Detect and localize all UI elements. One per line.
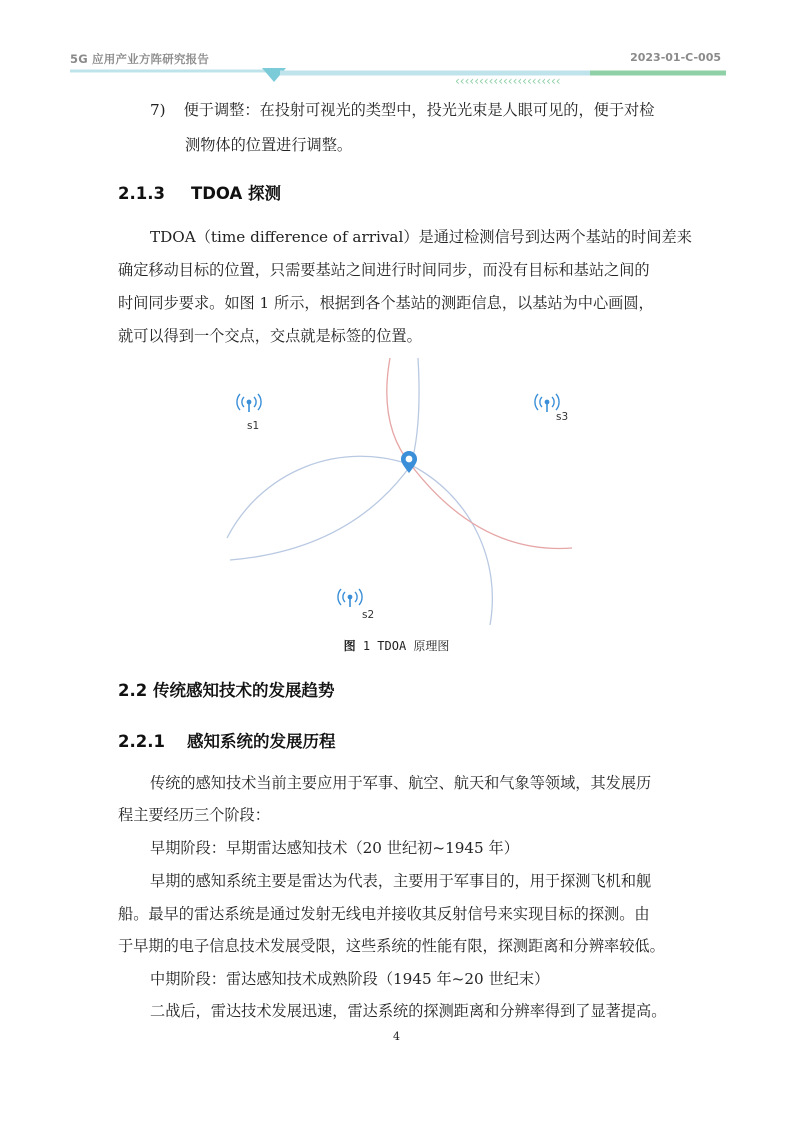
station-label-s2: s2 <box>362 609 375 621</box>
body-line-5: 船。最早的雷达系统是通过发射无线电并接收其反射信号来实现目标的探测。由 <box>118 905 650 923</box>
list-item-7 <box>150 100 712 120</box>
body-line-7: 中期阶段：雷达感知技术成熟阶段（1945 年~20 世纪末） <box>150 970 550 988</box>
section-number: 2.1.3 <box>118 184 165 203</box>
header-chevrons: ‹‹‹‹‹‹‹‹‹‹‹‹‹‹‹‹‹‹‹‹‹‹ <box>455 74 561 88</box>
tdoa-diagram <box>200 355 600 630</box>
header-decoration <box>70 64 726 88</box>
section-title: 感知系统的发展历程 <box>186 732 336 751</box>
body-line-8: 二战后，雷达技术发展迅速，雷达系统的探测距离和分辨率得到了显著提高。 <box>150 1002 667 1020</box>
tdoa-line-1: TDOA（time difference of arrival）是通过检测信号到达两个基站的时间差来 <box>150 228 692 246</box>
figure-caption-label: 图 <box>343 639 356 653</box>
list-item-7-line2: 测物体的位置进行调整。 <box>185 136 353 154</box>
section-heading-2-1-3 <box>118 180 281 204</box>
station-label-s3: s3 <box>556 411 569 423</box>
signal-tower-icon-s3 <box>535 394 559 412</box>
section-number: 2.2.1 <box>118 732 165 751</box>
header-report-title: 5G 应用产业方阵研究报告 <box>70 52 210 66</box>
range-circle-s3 <box>387 358 572 549</box>
list-item-line1: 便于调整：在投射可视光的类型中，投光光束是人眼可见的，便于对检 <box>183 101 655 119</box>
body-line-2: 程主要经历三个阶段： <box>118 806 270 824</box>
signal-tower-icon-s1 <box>237 394 261 412</box>
header-doc-code: 2023-01-C-005 <box>630 51 721 64</box>
body-line-1: 传统的感知技术当前主要应用于军事、航空、航天和气象等领域，其发展历 <box>150 774 652 792</box>
range-circle-s2 <box>227 465 411 555</box>
tdoa-line-4: 就可以得到一个交点，交点就是标签的位置。 <box>118 327 422 345</box>
figure-caption <box>0 637 793 654</box>
body-line-6: 于早期的电子信息技术发展受限，这些系统的性能有限，探测距离和分辨率较低。 <box>118 937 665 955</box>
tdoa-line-2: 确定移动目标的位置，只需要基站之间进行时间同步，而没有目标和基站之间的 <box>118 261 650 279</box>
figure-caption-text: 1 TDOA 原理图 <box>355 639 450 653</box>
section-title: TDOA 探测 <box>190 184 282 203</box>
section-heading-2-2: 2.2 传统感知技术的发展趋势 <box>118 681 335 700</box>
section-heading-2-2-1 <box>118 728 335 752</box>
body-line-4: 早期的感知系统主要是雷达为代表，主要用于军事目的，用于探测飞机和舰 <box>150 872 652 890</box>
tdoa-line-3: 时间同步要求。如图 1 所示，根据到各个基站的测距信息，以基站为中心画圆， <box>118 294 654 312</box>
body-line-3: 早期阶段：早期雷达感知技术（20 世纪初~1945 年） <box>150 839 519 857</box>
list-item-number: 7) <box>150 101 166 119</box>
signal-tower-icon-s2 <box>338 589 362 607</box>
station-label-s1: s1 <box>247 420 260 432</box>
page-number: 4 <box>393 1030 400 1043</box>
